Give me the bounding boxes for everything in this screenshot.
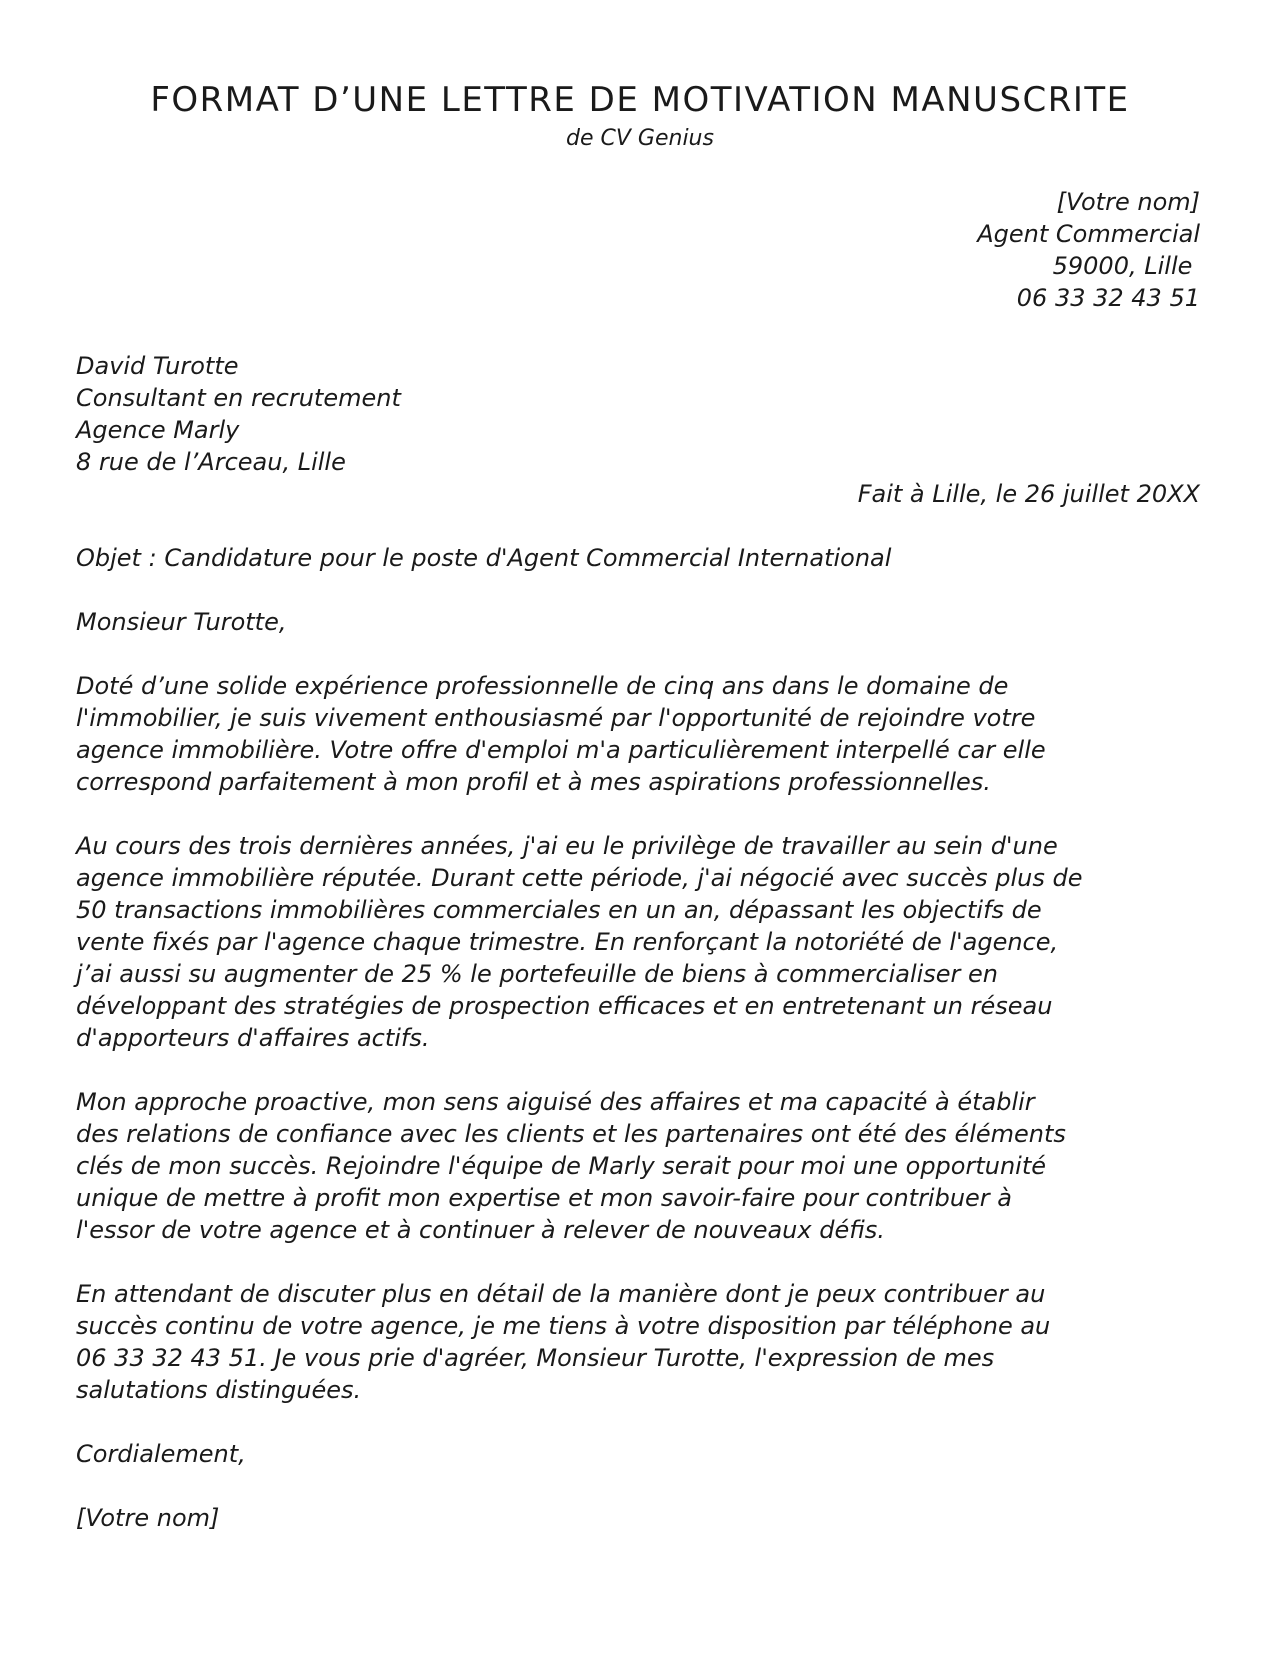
paragraph-line: Mon approche proactive, mon sens aiguisé des affaires et ma capacité à établir	[76, 1088, 1035, 1116]
paragraph-line: 06 33 32 43 51. Je vous prie d'agréer, Monsieur Turotte, l'expression de mes	[76, 1344, 995, 1372]
paragraph-line: 50 transactions immobilières commerciales en un an, dépassant les objectifs de	[76, 896, 1042, 924]
recipient-name: David Turotte	[76, 352, 239, 380]
paragraph-line: Au cours des trois dernières années, j'ai eu le privilège de travailler au sein d'une	[76, 832, 1058, 860]
recipient-block	[76, 350, 876, 478]
letter-signature: [Votre nom]	[76, 1504, 220, 1532]
letter-object: Objet : Candidature pour le poste d'Agent Commercial International	[76, 544, 892, 572]
paragraph-line: l'immobilier, je suis vivement enthousiasmé par l'opportunité de rejoindre votre	[76, 704, 1036, 732]
paragraph-line: agence immobilière. Votre offre d'emploi m'a particulièrement interpellé car elle	[76, 736, 1046, 764]
body-paragraph-3	[76, 1086, 1206, 1246]
sender-phone: 06 33 32 43 51	[1016, 284, 1200, 312]
body-paragraph-4	[76, 1278, 1206, 1406]
sender-role: Agent Commercial	[977, 220, 1200, 248]
paragraph-line: des relations de confiance avec les clients et les partenaires ont été des éléments	[76, 1120, 1066, 1148]
sender-name: [Votre nom]	[1056, 188, 1200, 216]
document-title: FORMAT D’UNE LETTRE DE MOTIVATION MANUSCRITE	[150, 80, 1130, 120]
document-subtitle: de CV Genius	[566, 126, 714, 151]
paragraph-line: salutations distinguées.	[76, 1376, 362, 1404]
recipient-role: Consultant en recrutement	[76, 384, 401, 412]
paragraph-line: succès continu de votre agence, je me tiens à votre disposition par téléphone au	[76, 1312, 1051, 1340]
paragraph-line: l'essor de votre agence et à continuer à relever de nouveaux défis.	[76, 1216, 885, 1244]
paragraph-line: correspond parfaitement à mon profil et à mes aspirations professionnelles.	[76, 768, 991, 796]
paragraph-line: d'apporteurs d'affaires actifs.	[76, 1024, 430, 1052]
paragraph-line: développant des stratégies de prospection efficaces et en entretenant un réseau	[76, 992, 1053, 1020]
paragraph-line: j’ai aussi su augmenter de 25 % le portefeuille de biens à commercialiser en	[76, 960, 999, 988]
paragraph-line: En attendant de discuter plus en détail de la manière dont je peux contribuer au	[76, 1280, 1046, 1308]
body-paragraph-1	[76, 670, 1206, 798]
paragraph-line: clés de mon succès. Rejoindre l'équipe de Marly serait pour moi une opportunité	[76, 1152, 1047, 1180]
recipient-company: Agence Marly	[76, 416, 240, 444]
letter-date: Fait à Lille, le 26 juillet 20XX	[857, 480, 1200, 508]
paragraph-line: vente fixés par l'agence chaque trimestre. En renforçant la notoriété de l'agence,	[76, 928, 1059, 956]
body-paragraph-2	[76, 830, 1206, 1054]
recipient-address: 8 rue de l’Arceau, Lille	[76, 448, 346, 476]
paragraph-line: Doté d’une solide expérience professionnelle de cinq ans dans le domaine de	[76, 672, 1009, 700]
sender-block	[600, 186, 1200, 314]
letter-salutation: Monsieur Turotte,	[76, 608, 287, 636]
letter-closing: Cordialement,	[76, 1440, 246, 1468]
paragraph-line: unique de mettre à profit mon expertise et mon savoir-faire pour contribuer à	[76, 1184, 1013, 1212]
sender-city: 59000, Lille	[1052, 252, 1200, 280]
paragraph-line: agence immobilière réputée. Durant cette période, j'ai négocié avec succès plus de	[76, 864, 1083, 892]
